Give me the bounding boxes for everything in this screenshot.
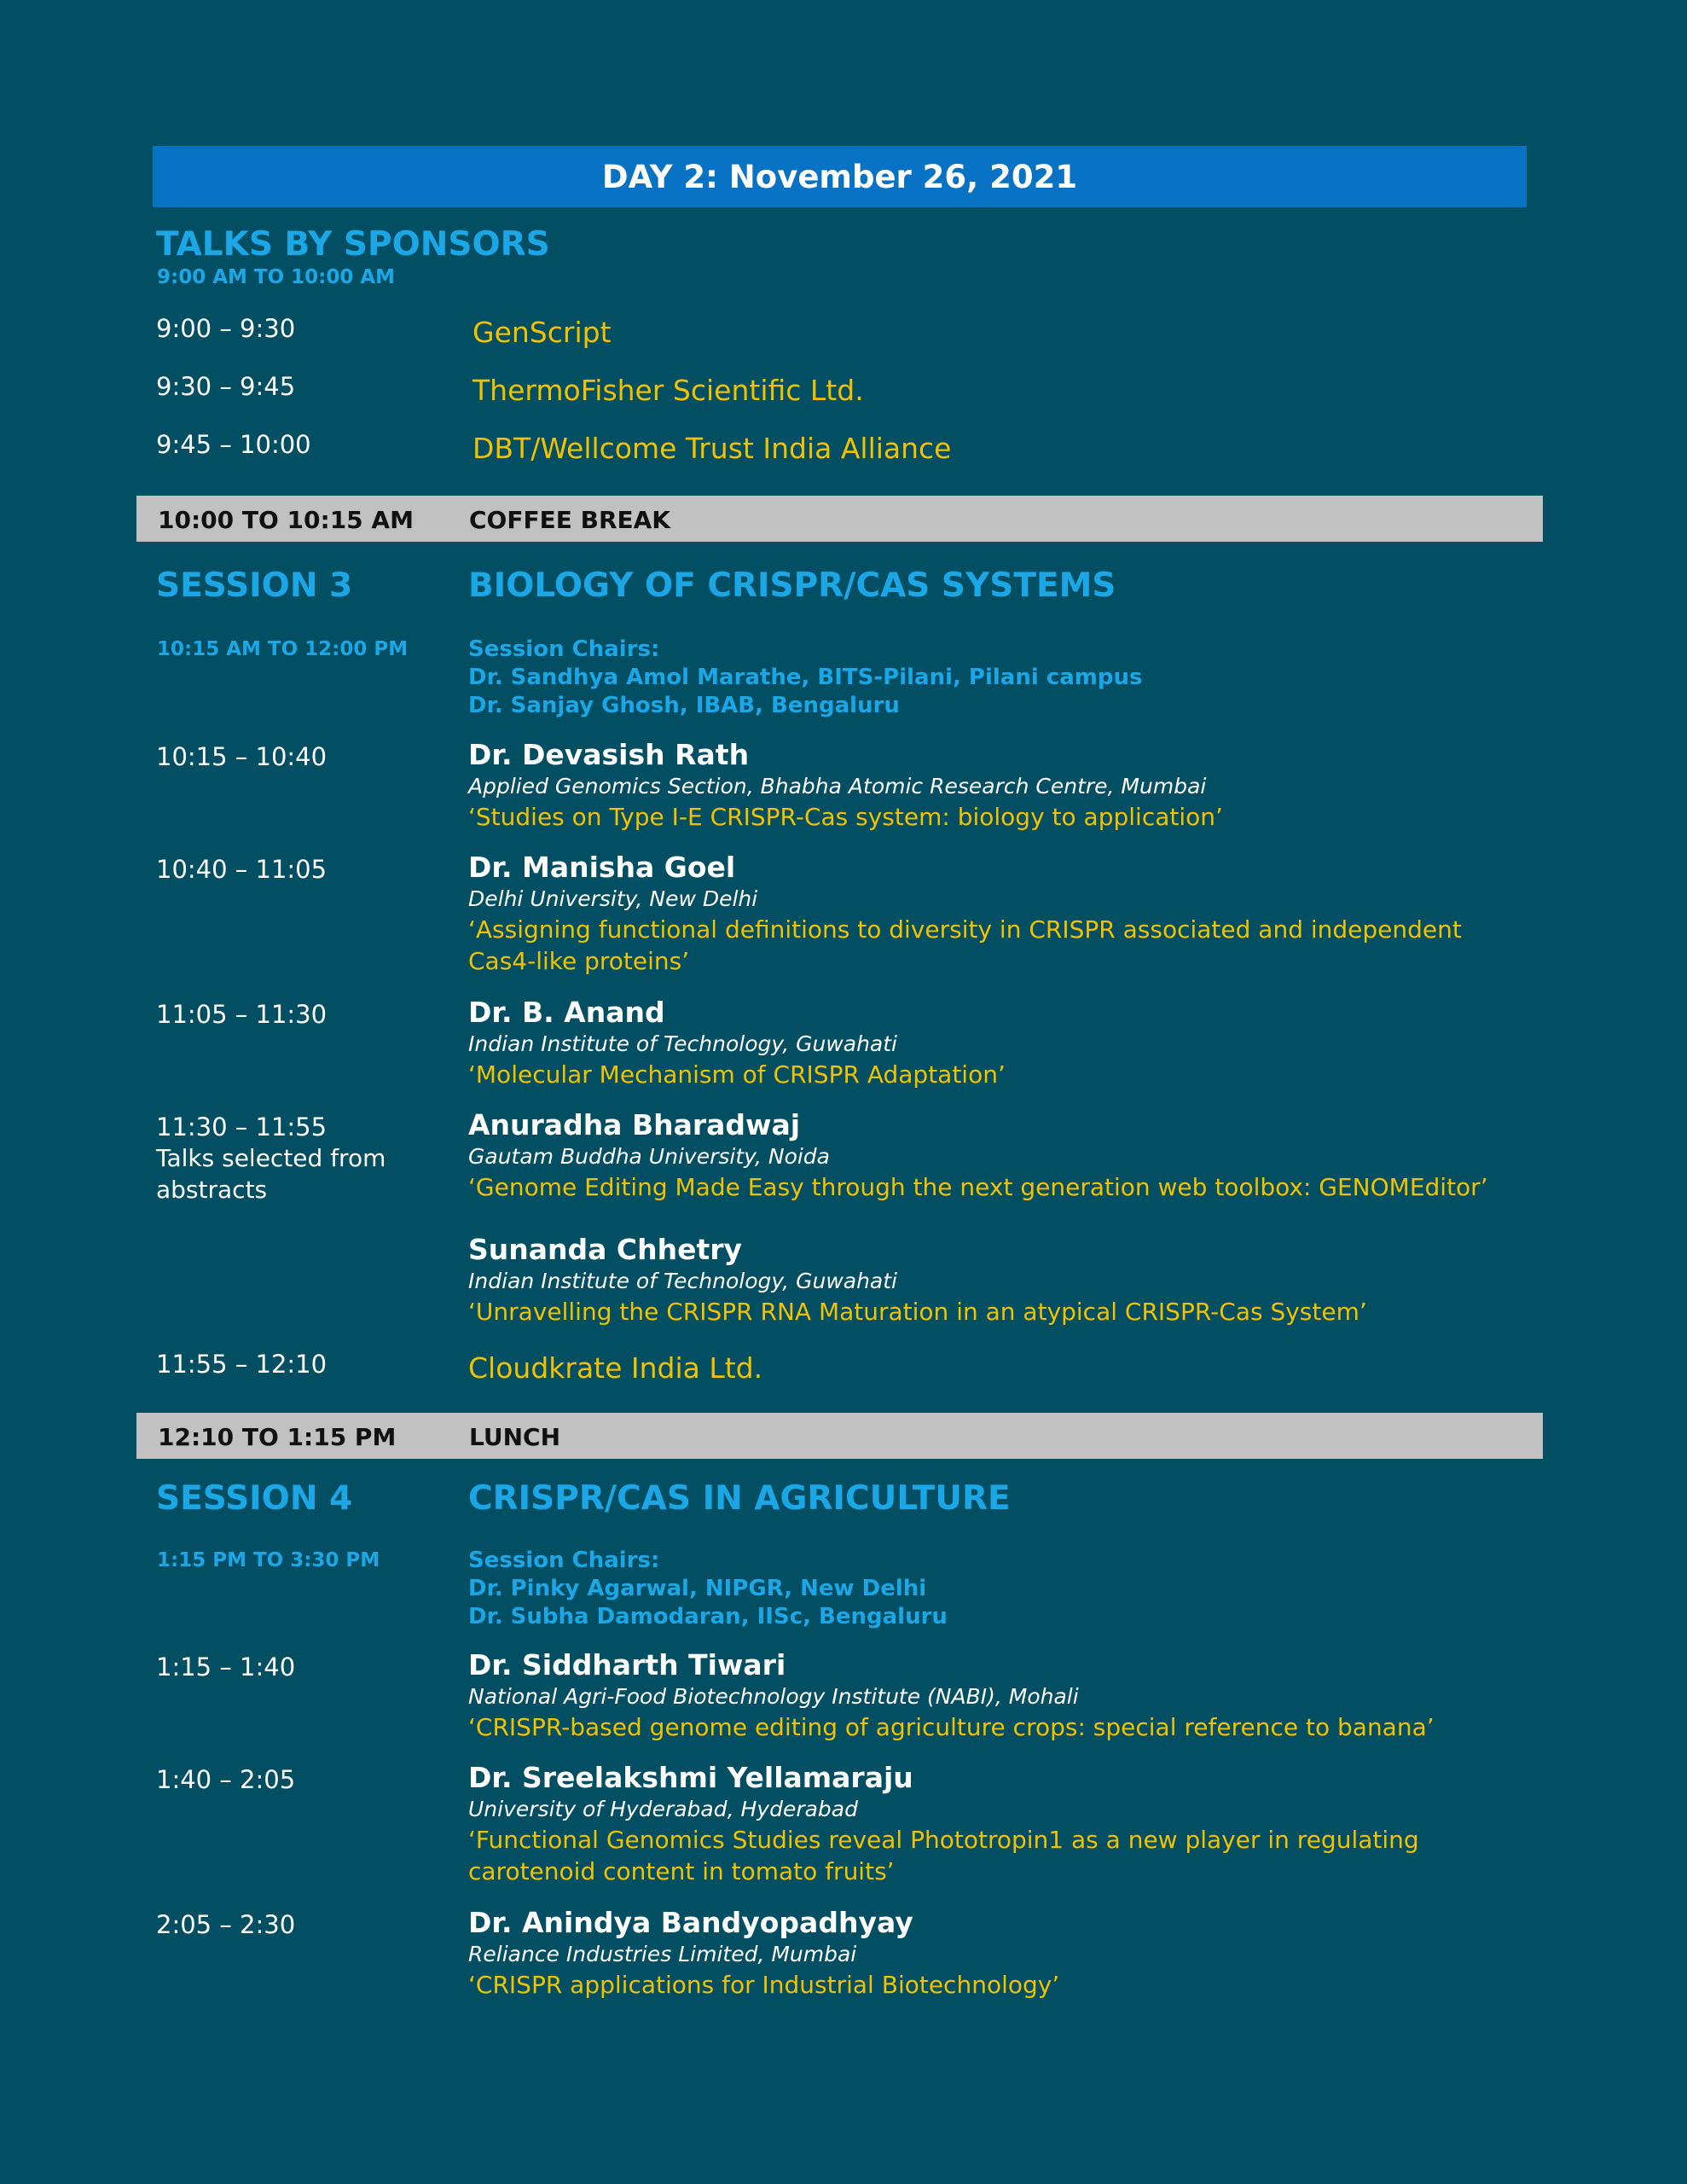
talk-title: ‘Unravelling the CRISPR RNA Maturation in an atypical CRISPR-Cas System’ xyxy=(468,1298,1367,1326)
chairs-heading: Session Chairs: xyxy=(468,1548,660,1573)
sponsor-name: GenScript xyxy=(472,316,612,349)
session4-time-range: 1:15 PM TO 3:30 PM xyxy=(157,1549,380,1571)
sponsor-time: 9:00 – 9:30 xyxy=(156,314,296,343)
session3-title: BIOLOGY OF CRISPR/CAS SYSTEMS xyxy=(468,566,1116,605)
talk-time: 1:15 – 1:40 xyxy=(156,1653,296,1682)
speaker-institution: National Agri-Food Biotechnology Institute (NABI), Mohali xyxy=(468,1684,1079,1709)
session3-time-range: 10:15 AM TO 12:00 PM xyxy=(157,638,409,660)
chair: Dr. Subha Damodaran, IISc, Bengaluru xyxy=(468,1604,948,1629)
chair: Dr. Sanjay Ghosh, IBAB, Bengaluru xyxy=(468,693,900,718)
talk-time: 10:40 – 11:05 xyxy=(156,855,328,884)
speaker-institution: Delhi University, New Delhi xyxy=(468,886,758,911)
day-banner: DAY 2: November 26, 2021 xyxy=(153,146,1527,207)
talk-title: ‘Assigning functional definitions to diversity in CRISPR associated and independent Cas4-like proteins’ xyxy=(468,915,1462,975)
talk-time: 11:05 – 11:30 xyxy=(156,1000,328,1029)
lunch-time: 12:10 TO 1:15 PM xyxy=(158,1423,397,1451)
talk-title: ‘CRISPR-based genome editing of agriculture crops: special reference to banana’ xyxy=(468,1713,1435,1741)
sponsors-time-range: 9:00 AM TO 10:00 AM xyxy=(157,266,396,288)
speaker-institution: Indian Institute of Technology, Guwahati xyxy=(468,1031,898,1056)
sponsor-time: 9:30 – 9:45 xyxy=(156,372,296,401)
talk-time: 11:30 – 11:55 xyxy=(156,1112,328,1141)
sponsor-slot-name: Cloudkrate India Ltd. xyxy=(468,1351,763,1385)
speaker-name: Dr. Anindya Bandyopadhyay xyxy=(468,1906,913,1939)
talk-time: 1:40 – 2:05 xyxy=(156,1765,296,1794)
sponsors-title: TALKS BY SPONSORS xyxy=(156,225,550,264)
speaker-name: Dr. Devasish Rath xyxy=(468,738,750,771)
sponsor-slot-time: 11:55 – 12:10 xyxy=(156,1350,328,1379)
chair: Dr. Pinky Agarwal, NIPGR, New Delhi xyxy=(468,1576,927,1601)
chair: Dr. Sandhya Amol Marathe, BITS-Pilani, Pilani campus xyxy=(468,665,1143,690)
sponsor-name: DBT/Wellcome Trust India Alliance xyxy=(472,432,952,465)
sponsor-name: ThermoFisher Scientific Ltd. xyxy=(472,374,864,407)
speaker-institution: Indian Institute of Technology, Guwahati xyxy=(468,1269,898,1293)
speaker-name: Dr. Manisha Goel xyxy=(468,851,736,884)
sponsor-time: 9:45 – 10:00 xyxy=(156,430,311,459)
speaker-name: Anuradha Bharadwaj xyxy=(468,1108,801,1141)
session4-chairs xyxy=(468,1547,948,1631)
session4-label: SESSION 4 xyxy=(156,1479,353,1518)
talk-title: ‘Studies on Type I-E CRISPR-Cas system: biology to application’ xyxy=(468,803,1223,831)
coffee-break-label: COFFEE BREAK xyxy=(469,506,671,534)
talk-time: 2:05 – 2:30 xyxy=(156,1910,296,1939)
speaker-institution: Applied Genomics Section, Bhabha Atomic Research Centre, Mumbai xyxy=(468,774,1207,799)
speaker-institution: Reliance Industries Limited, Mumbai xyxy=(468,1942,857,1966)
speaker-name: Sunanda Chhetry xyxy=(468,1233,743,1266)
bar-divider xyxy=(449,1404,1543,1408)
session3-label: SESSION 3 xyxy=(156,566,353,605)
session3-chairs xyxy=(468,636,1142,720)
talk-title: ‘Genome Editing Made Easy through the next generation web toolbox: GENOMEditor’ xyxy=(468,1173,1488,1201)
talk-title: ‘Functional Genomics Studies reveal Phototropin1 as a new player in regulating carotenoid content in tomato fruits’ xyxy=(468,1826,1419,1885)
speaker-name: Dr. Sreelakshmi Yellamaraju xyxy=(468,1761,913,1794)
speaker-institution: University of Hyderabad, Hyderabad xyxy=(468,1797,858,1821)
bar-divider xyxy=(449,487,1543,491)
session4-title: CRISPR/CAS IN AGRICULTURE xyxy=(468,1479,1011,1518)
coffee-break-time: 10:00 TO 10:15 AM xyxy=(158,506,414,534)
talk-time: 10:15 – 10:40 xyxy=(156,742,328,771)
speaker-name: Dr. B. Anand xyxy=(468,996,665,1029)
speaker-institution: Gautam Buddha University, Noida xyxy=(468,1144,830,1169)
talk-title: ‘CRISPR applications for Industrial Biotechnology’ xyxy=(468,1971,1060,1999)
lunch-label: LUNCH xyxy=(469,1423,560,1451)
speaker-name: Dr. Siddharth Tiwari xyxy=(468,1648,786,1682)
talk-note: Talks selected from abstracts xyxy=(156,1144,386,1204)
chairs-heading: Session Chairs: xyxy=(468,636,660,662)
talk-title: ‘Molecular Mechanism of CRISPR Adaptation’ xyxy=(468,1060,1006,1089)
